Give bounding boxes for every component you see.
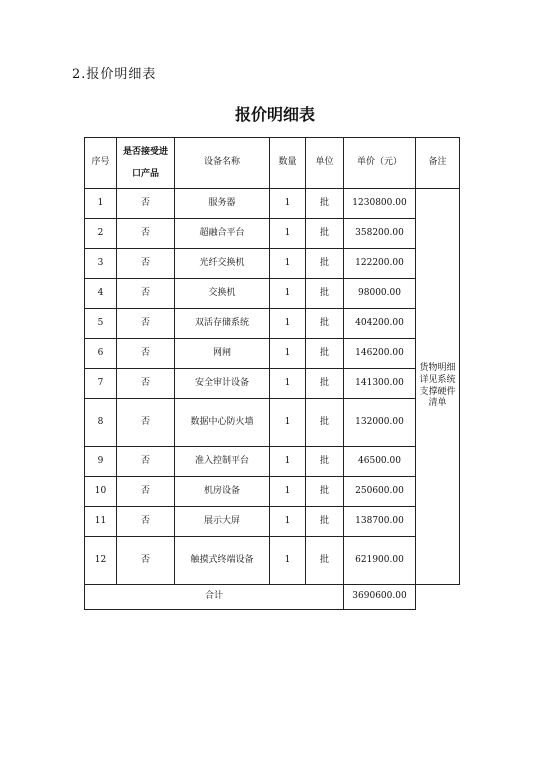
table-row (85, 279, 460, 309)
cell-unit: 批 (306, 477, 344, 507)
header-import: 是否接受进口产品 (117, 138, 175, 189)
cell-name: 机房设备 (175, 477, 270, 507)
table-row (85, 219, 460, 249)
header-remark: 备注 (416, 138, 460, 189)
cell-import: 否 (117, 339, 175, 369)
table-row (85, 339, 460, 369)
cell-import: 否 (117, 249, 175, 279)
cell-import: 否 (117, 279, 175, 309)
cell-price: 138700.00 (344, 507, 416, 537)
cell-qty: 1 (270, 339, 306, 369)
header-unit: 单位 (306, 138, 344, 189)
total-row (85, 585, 460, 610)
table-header-row (85, 138, 460, 189)
cell-unit: 批 (306, 537, 344, 585)
cell-qty: 1 (270, 537, 306, 585)
total-label: 合计 (85, 585, 344, 610)
cell-qty: 1 (270, 369, 306, 399)
cell-price: 98000.00 (344, 279, 416, 309)
header-no: 序号 (85, 138, 117, 189)
quotation-table (84, 137, 460, 610)
table-row (85, 477, 460, 507)
cell-unit: 批 (306, 249, 344, 279)
cell-price: 141300.00 (344, 369, 416, 399)
cell-price: 358200.00 (344, 219, 416, 249)
cell-unit: 批 (306, 507, 344, 537)
header-price: 单价（元） (344, 138, 416, 189)
cell-qty: 1 (270, 507, 306, 537)
table-row (85, 249, 460, 279)
cell-name: 数据中心防火墙 (175, 399, 270, 447)
cell-price: 404200.00 (344, 309, 416, 339)
cell-no: 1 (85, 189, 117, 219)
cell-price: 250600.00 (344, 477, 416, 507)
cell-no: 5 (85, 309, 117, 339)
cell-price: 146200.00 (344, 339, 416, 369)
cell-no: 7 (85, 369, 117, 399)
cell-price: 1230800.00 (344, 189, 416, 219)
cell-qty: 1 (270, 447, 306, 477)
cell-no: 2 (85, 219, 117, 249)
cell-no: 8 (85, 399, 117, 447)
cell-qty: 1 (270, 219, 306, 249)
cell-unit: 批 (306, 399, 344, 447)
table-row (85, 507, 460, 537)
cell-unit: 批 (306, 369, 344, 399)
section-heading: 2.报价明细表 (72, 67, 157, 82)
table-row (85, 189, 460, 219)
cell-import: 否 (117, 507, 175, 537)
cell-price: 621900.00 (344, 537, 416, 585)
cell-remark: 货物明细详见系统支撑硬件清单 (416, 189, 460, 585)
table-row (85, 399, 460, 447)
cell-no: 9 (85, 447, 117, 477)
cell-name: 安全审计设备 (175, 369, 270, 399)
cell-import: 否 (117, 219, 175, 249)
cell-price: 122200.00 (344, 249, 416, 279)
cell-import: 否 (117, 447, 175, 477)
cell-qty: 1 (270, 399, 306, 447)
total-value: 3690600.00 (344, 585, 416, 610)
cell-unit: 批 (306, 189, 344, 219)
cell-name: 展示大屏 (175, 507, 270, 537)
cell-name: 超融合平台 (175, 219, 270, 249)
cell-name: 触摸式终端设备 (175, 537, 270, 585)
cell-no: 10 (85, 477, 117, 507)
header-name: 设备名称 (175, 138, 270, 189)
cell-qty: 1 (270, 189, 306, 219)
cell-price: 132000.00 (344, 399, 416, 447)
cell-qty: 1 (270, 477, 306, 507)
cell-name: 双活存储系统 (175, 309, 270, 339)
table-row (85, 537, 460, 585)
table-row (85, 447, 460, 477)
cell-import: 否 (117, 309, 175, 339)
cell-import: 否 (117, 369, 175, 399)
table-row (85, 309, 460, 339)
cell-unit: 批 (306, 339, 344, 369)
cell-no: 4 (85, 279, 117, 309)
cell-no: 3 (85, 249, 117, 279)
cell-import: 否 (117, 189, 175, 219)
cell-name: 网闸 (175, 339, 270, 369)
document-title: 报价明细表 (234, 105, 315, 124)
cell-name: 光纤交换机 (175, 249, 270, 279)
cell-qty: 1 (270, 279, 306, 309)
cell-no: 6 (85, 339, 117, 369)
cell-qty: 1 (270, 309, 306, 339)
cell-import: 否 (117, 477, 175, 507)
cell-name: 交换机 (175, 279, 270, 309)
cell-no: 11 (85, 507, 117, 537)
cell-unit: 批 (306, 219, 344, 249)
cell-name: 服务器 (175, 189, 270, 219)
table-row (85, 369, 460, 399)
cell-no: 12 (85, 537, 117, 585)
cell-import: 否 (117, 399, 175, 447)
cell-unit: 批 (306, 447, 344, 477)
header-qty: 数量 (270, 138, 306, 189)
cell-qty: 1 (270, 249, 306, 279)
cell-name: 准入控制平台 (175, 447, 270, 477)
cell-unit: 批 (306, 279, 344, 309)
cell-import: 否 (117, 537, 175, 585)
cell-unit: 批 (306, 309, 344, 339)
cell-price: 46500.00 (344, 447, 416, 477)
